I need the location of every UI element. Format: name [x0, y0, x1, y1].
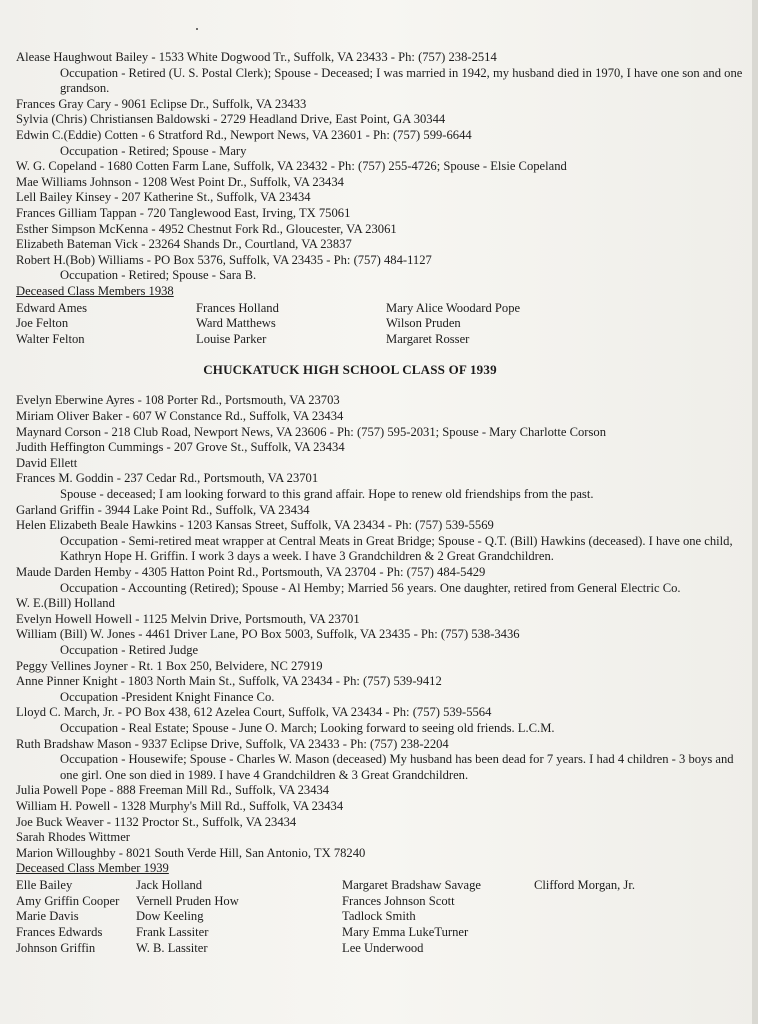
member-line: Elizabeth Bateman Vick - 23264 Shands Dr., Courtland, VA 23837 — [16, 237, 352, 252]
member-detail: Occupation - Housewife; Spouse - Charles W. Mason (deceased) My husband has been dead for 7 years. I had 4 children - 3 boys and one girl. One son died in 1989. I have 4 Grandchildren & 3 Great Grandchildren. — [60, 752, 734, 782]
member-line: Frances Gray Cary - 9061 Eclipse Dr., Suffolk, VA 23433 — [16, 96, 307, 111]
member-entry — [16, 112, 744, 128]
member-entry — [16, 737, 744, 784]
deceased-name: Walter Felton — [16, 332, 85, 347]
member-entry — [16, 253, 744, 284]
member-detail: Occupation - Retired Judge — [60, 642, 199, 657]
member-line: David Ellett — [16, 455, 78, 470]
member-entry — [16, 815, 744, 831]
member-detail: Occupation -President Knight Finance Co. — [60, 689, 275, 704]
member-entry — [16, 518, 744, 565]
deceased-name: Dow Keeling — [136, 909, 204, 924]
class-1939-member-list — [16, 393, 744, 861]
member-line: Edwin C.(Eddie) Cotten - 6 Stratford Rd., Newport News, VA 23601 - Ph: (757) 599-6644 — [16, 127, 472, 142]
member-entry — [16, 503, 744, 519]
member-line: Judith Heffington Cummings - 207 Grove St., Suffolk, VA 23434 — [16, 440, 345, 455]
deceased-name: Margaret Bradshaw Savage — [342, 877, 481, 892]
member-line: Evelyn Howell Howell - 1125 Melvin Drive, Portsmouth, VA 23701 — [16, 611, 360, 626]
member-detail: Occupation - Retired (U. S. Postal Clerk); Spouse - Deceased; I was married in 1942, my husband died in 1970, I have one son and one grandson. — [60, 65, 743, 96]
member-line: William H. Powell - 1328 Murphy's Mill Rd., Suffolk, VA 23434 — [16, 798, 344, 813]
member-entry — [16, 206, 744, 222]
member-line: Marion Willoughby - 8021 South Verde Hill, San Antonio, TX 78240 — [16, 845, 366, 860]
member-detail: Occupation - Real Estate; Spouse - June O. March; Looking forward to seeing old friends. L.C.M. — [60, 720, 555, 735]
deceased-name: Wilson Pruden — [386, 316, 461, 331]
member-line: Helen Elizabeth Beale Hawkins - 1203 Kansas Street, Suffolk, VA 23434 - Ph: (757) 539-5569 — [16, 518, 494, 533]
member-line: Alease Haughwout Bailey - 1533 White Dogwood Tr., Suffolk, VA 23433 - Ph: (757) 238-2514 — [16, 50, 497, 64]
member-line: W. E.(Bill) Holland — [16, 596, 115, 611]
member-entry — [16, 128, 744, 159]
deceased-name: Marie Davis — [16, 909, 79, 924]
member-line: Esther Simpson McKenna - 4952 Chestnut Fork Rd., Gloucester, VA 23061 — [16, 221, 397, 236]
member-entry — [16, 440, 744, 456]
member-entry — [16, 799, 744, 815]
member-entry — [16, 175, 744, 191]
member-entry — [16, 565, 744, 596]
deceased-name: Frances Johnson Scott — [342, 893, 455, 908]
deceased-name: Frances Edwards — [16, 925, 103, 940]
deceased-name: Edward Ames — [16, 300, 87, 315]
deceased-name: Clifford Morgan, Jr. — [534, 877, 635, 892]
member-entry — [16, 97, 744, 113]
member-entry — [16, 456, 744, 472]
deceased-column — [16, 301, 196, 348]
deceased-column — [342, 878, 534, 957]
page-edge — [752, 0, 758, 1024]
deceased-name: Elle Bailey — [16, 877, 73, 892]
deceased-1939-label: Deceased Class Member 1939 — [16, 861, 169, 876]
member-entry — [16, 471, 744, 502]
member-line: W. G. Copeland - 1680 Cotten Farm Lane, Suffolk, VA 23432 - Ph: (757) 255-4726; Spouse - Elsie Copeland — [16, 159, 567, 174]
member-entry — [16, 783, 744, 799]
deceased-name: Tadlock Smith — [342, 909, 416, 924]
member-entry — [16, 425, 744, 441]
deceased-name: Lee Underwood — [342, 941, 424, 956]
deceased-name: Amy Griffin Cooper — [16, 893, 120, 908]
member-detail: Occupation - Accounting (Retired); Spouse - Al Hemby; Married 56 years. One daughter, retired from General Electric Co. — [60, 580, 681, 595]
member-entry — [16, 50, 744, 97]
deceased-column — [16, 878, 136, 957]
deceased-name: Joe Felton — [16, 316, 69, 331]
deceased-column — [386, 301, 646, 348]
member-entry — [16, 393, 744, 409]
member-entry — [16, 237, 744, 253]
member-line: Joe Buck Weaver - 1132 Proctor St., Suffolk, VA 23434 — [16, 814, 297, 829]
member-detail: Spouse - deceased; I am looking forward to this grand affair. Hope to renew old friendships from the past. — [60, 487, 594, 502]
deceased-name: W. B. Lassiter — [136, 941, 208, 956]
member-line: Lloyd C. March, Jr. - PO Box 438, 612 Azelea Court, Suffolk, VA 23434 - Ph: (757) 539-5564 — [16, 705, 492, 720]
member-entry — [16, 612, 744, 628]
member-line: Maude Darden Hemby - 4305 Hatton Point Rd., Portsmouth, VA 23704 - Ph: (757) 484-5429 — [16, 565, 486, 580]
member-entry — [16, 222, 744, 238]
member-entry — [16, 596, 744, 612]
member-entry — [16, 705, 744, 736]
member-detail: Occupation - Retired; Spouse - Sara B. — [60, 268, 257, 283]
deceased-name: Mary Alice Woodard Pope — [386, 300, 521, 315]
deceased-name: Mary Emma LukeTurner — [342, 925, 469, 940]
deceased-column — [136, 878, 342, 957]
deceased-name: Frances Holland — [196, 300, 279, 315]
deceased-name: Louise Parker — [196, 332, 267, 347]
member-entry — [16, 627, 744, 658]
class-1938-member-list — [16, 50, 744, 284]
deceased-name: Margaret Rosser — [386, 332, 470, 347]
deceased-column — [534, 878, 734, 957]
member-line: Robert H.(Bob) Williams - PO Box 5376, Suffolk, VA 23435 - Ph: (757) 484-1127 — [16, 252, 432, 267]
member-line: Garland Griffin - 3944 Lake Point Rd., Suffolk, VA 23434 — [16, 502, 310, 517]
member-line: Frances M. Goddin - 237 Cedar Rd., Portsmouth, VA 23701 — [16, 471, 319, 486]
roster-content — [16, 50, 744, 957]
member-entry — [16, 830, 744, 846]
member-line: Lell Bailey Kinsey - 207 Katherine St., Suffolk, VA 23434 — [16, 190, 311, 205]
member-line: Sarah Rhodes Wittmer — [16, 830, 130, 845]
member-line: Miriam Oliver Baker - 607 W Constance Rd., Suffolk, VA 23434 — [16, 409, 344, 424]
deceased-1939-names — [16, 878, 744, 957]
deceased-name: Vernell Pruden How — [136, 893, 239, 908]
class-1939-heading: CHUCKATUCK HIGH SCHOOL CLASS OF 1939 — [203, 361, 497, 377]
member-entry — [16, 190, 744, 206]
member-entry — [16, 409, 744, 425]
member-line: Anne Pinner Knight - 1803 North Main St., Suffolk, VA 23434 - Ph: (757) 539-9412 — [16, 674, 442, 689]
member-entry — [16, 659, 744, 675]
deceased-column — [196, 301, 386, 348]
member-line: Sylvia (Chris) Christiansen Baldowski - 2729 Headland Drive, East Point, GA 30344 — [16, 112, 446, 127]
paper-speck — [196, 28, 198, 30]
member-entry — [16, 674, 744, 705]
deceased-name: Jack Holland — [136, 877, 203, 892]
member-line: Peggy Vellines Joyner - Rt. 1 Box 250, Belvidere, NC 27919 — [16, 658, 323, 673]
member-line: Maynard Corson - 218 Club Road, Newport News, VA 23606 - Ph: (757) 595-2031; Spouse - Mary Charlotte Corson — [16, 424, 606, 439]
member-line: Ruth Bradshaw Mason - 9337 Eclipse Drive, Suffolk, VA 23433 - Ph: (757) 238-2204 — [16, 736, 449, 751]
member-entry — [16, 159, 744, 175]
member-line: Mae Williams Johnson - 1208 West Point Dr., Suffolk, VA 23434 — [16, 174, 344, 189]
deceased-1938-names — [16, 301, 744, 348]
member-line: Frances Gilliam Tappan - 720 Tanglewood East, Irving, TX 75061 — [16, 205, 351, 220]
member-entry — [16, 846, 744, 862]
member-detail: Occupation - Semi-retired meat wrapper at Central Meats in Great Bridge; Spouse - Q.T. (Bill) Hawkins (deceased). I have one child, Kathryn Hope H. Griffin. I work 3 days a week. I have 3 Grandchildren & 2 Great Grandchildren. — [60, 533, 733, 564]
deceased-name: Ward Matthews — [196, 316, 276, 331]
member-line: Evelyn Eberwine Ayres - 108 Porter Rd., Portsmouth, VA 23703 — [16, 393, 340, 408]
member-detail: Occupation - Retired; Spouse - Mary — [60, 143, 247, 158]
deceased-name: Frank Lassiter — [136, 925, 209, 940]
deceased-1938-label: Deceased Class Members 1938 — [16, 283, 174, 298]
member-line: William (Bill) W. Jones - 4461 Driver Lane, PO Box 5003, Suffolk, VA 23435 - Ph: (757) 538-3436 — [16, 627, 520, 642]
member-line: Julia Powell Pope - 888 Freeman Mill Rd., Suffolk, VA 23434 — [16, 783, 330, 798]
deceased-name: Johnson Griffin — [16, 941, 96, 956]
